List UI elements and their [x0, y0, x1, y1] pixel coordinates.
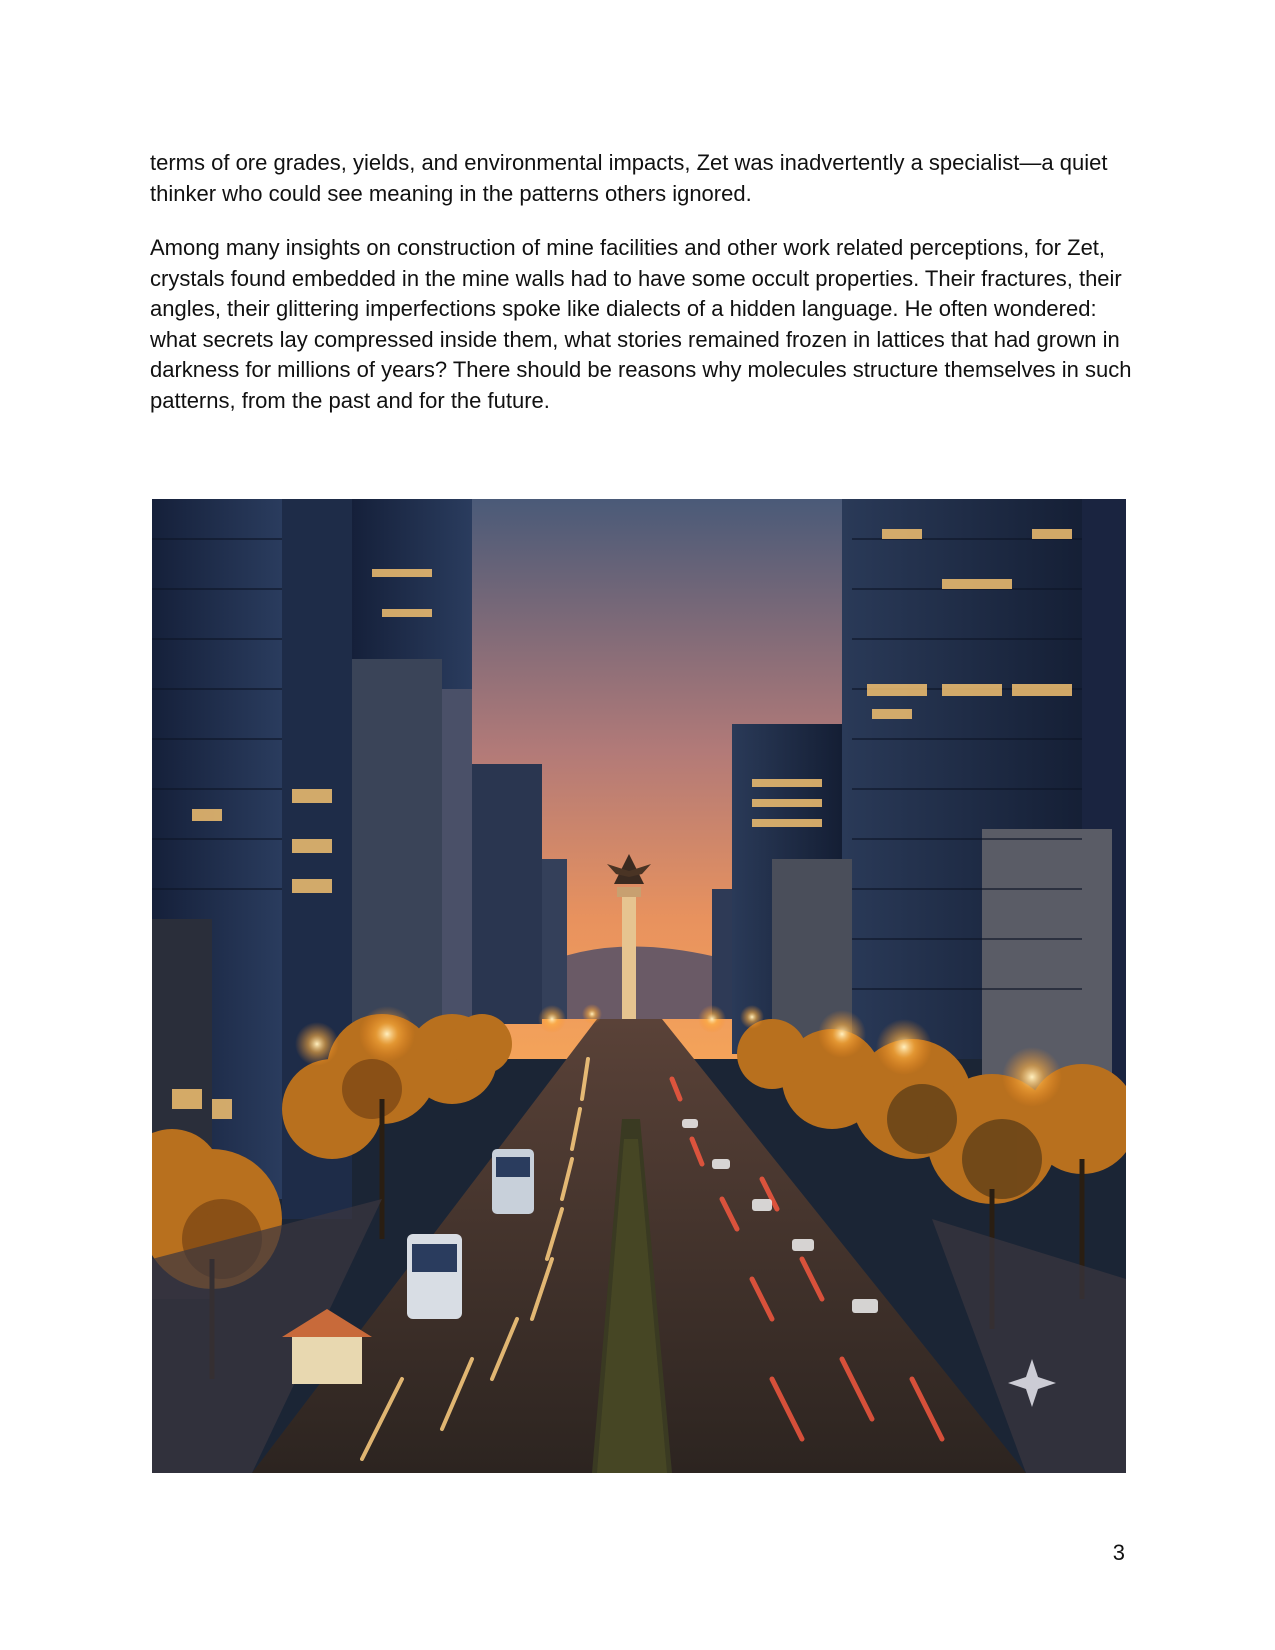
paragraph-1: terms of ore grades, yields, and environmental impacts, Zet was inadvertently a specialist—a quiet thinker who could see meaning in the patterns others ignored. — [150, 150, 1108, 206]
paragraph-2: Among many insights on construction of mine facilities and other work related perceptions, for Zet, crystals found embedded in the mine walls had to have some occult properties. Their fractures, their angles, their glittering imperfections spoke like dialects of a hidden language. He often wondered: what secrets lay compressed inside them, what stories remained frozen in lattices that had grown in darkness for millions of years? There should be reasons why molecules structure themselves in such patterns, from the past and for the future. — [150, 235, 1132, 413]
city-sunset-image — [152, 499, 1126, 1473]
page-number: 3 — [1112, 1540, 1125, 1565]
body-text — [150, 148, 1140, 440]
